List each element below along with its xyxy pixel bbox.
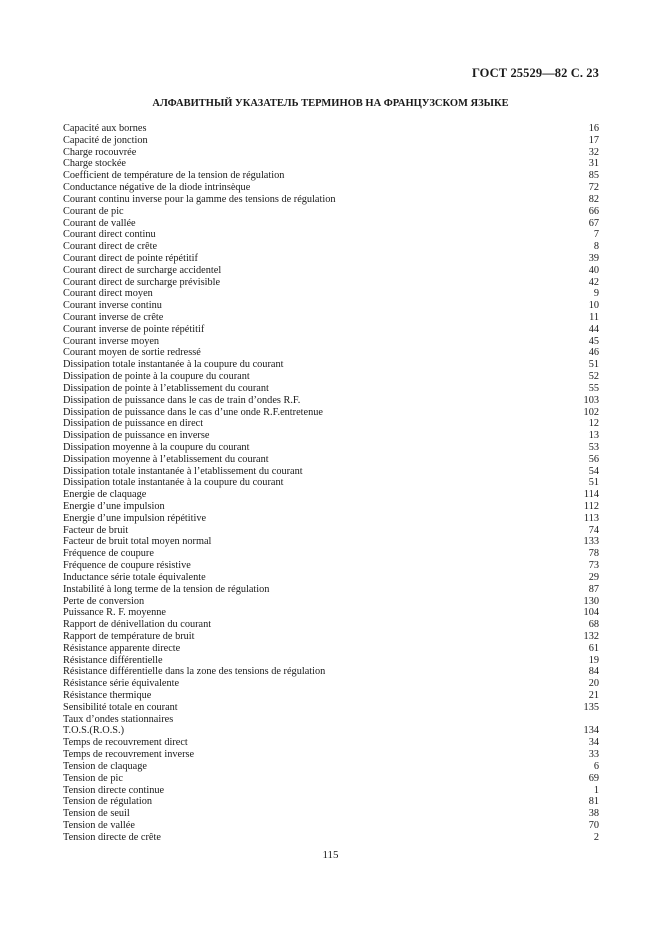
index-term: Résistance différentielle dans la zone des tensions de régulation <box>63 666 326 678</box>
index-term-number: 52 <box>588 371 599 383</box>
index-entry <box>63 572 599 584</box>
index-term-number: 73 <box>588 560 599 572</box>
index-term: Dissipation de puissance en direct <box>63 418 204 430</box>
index-term-number: 8 <box>593 241 599 253</box>
index-term-number: 81 <box>588 796 599 808</box>
index-term-number: 132 <box>583 630 599 642</box>
index-entry <box>63 643 599 655</box>
index-term: Courant direct de pointe répétitif <box>63 252 198 264</box>
index-entry <box>63 182 599 194</box>
index-term: Courant de pic <box>63 205 124 217</box>
index-entry <box>63 229 599 241</box>
index-entry <box>63 714 599 726</box>
index-entry <box>63 761 599 773</box>
index-term: Dissipation de puissance en inverse <box>63 430 210 442</box>
index-term: Dissipation moyenne à l’etablissement du courant <box>63 453 269 465</box>
index-term: Rapport de température de bruit <box>63 630 195 642</box>
index-entry <box>63 466 599 478</box>
index-entry <box>63 560 599 572</box>
index-term-number: 113 <box>583 512 599 524</box>
index-entry <box>63 619 599 631</box>
index-term-number: 69 <box>588 772 599 784</box>
index-term: Courant direct de crête <box>63 241 158 253</box>
index-entry <box>63 501 599 513</box>
index-entry <box>63 218 599 230</box>
index-term-number: 66 <box>588 205 599 217</box>
index-term: Dissipation de pointe à la coupure du courant <box>63 371 250 383</box>
index-entry <box>63 584 599 596</box>
index-term-number: 135 <box>583 701 599 713</box>
index-entry <box>63 359 599 371</box>
index-entry <box>63 442 599 454</box>
index-entry <box>63 666 599 678</box>
page-header: ГОСТ 25529—82 С. 23 <box>471 66 599 80</box>
index-term: Tension de seuil <box>63 808 130 820</box>
index-term: Courant moyen de sortie redressé <box>63 347 201 359</box>
index-entry <box>63 536 599 548</box>
index-term: Résistance série équivalente <box>63 678 180 690</box>
index-term-number: 9 <box>593 288 599 300</box>
index-entry <box>63 773 599 785</box>
index-term-number: 68 <box>588 619 599 631</box>
index-entry <box>63 785 599 797</box>
index-term: Dissipation de puissance dans le cas d’une onde R.F.entretenue <box>63 406 323 418</box>
index-term: Courant direct continu <box>63 229 156 241</box>
index-term: Dissipation de puissance dans le cas de train d’ondes R.F. <box>63 394 301 406</box>
index-term-number: 2 <box>593 831 599 843</box>
index-term: Résistance différentielle <box>63 654 163 666</box>
index-term: Résistance apparente directe <box>63 642 181 654</box>
index-term-number: 34 <box>588 737 599 749</box>
index-term-number: 38 <box>588 808 599 820</box>
index-term-number: 7 <box>593 229 599 241</box>
index-term: Courant inverse moyen <box>63 335 160 347</box>
index-entry <box>63 407 599 419</box>
index-term-number: 10 <box>588 300 599 312</box>
index-term-number: 40 <box>588 264 599 276</box>
index-term-number: 32 <box>588 146 599 158</box>
index-entry <box>63 241 599 253</box>
index-term: Temps de recouvrement inverse <box>63 749 195 761</box>
index-entry <box>63 206 599 218</box>
index-term-number: 55 <box>588 382 599 394</box>
index-entry <box>63 383 599 395</box>
index-term: Courant inverse de pointe répétitif <box>63 323 205 335</box>
index-entry <box>63 454 599 466</box>
index-term-number: 12 <box>588 418 599 430</box>
index-term: Dissipation de pointe à l’etablissement du courant <box>63 382 269 394</box>
index-entry <box>63 158 599 170</box>
index-term-number: 84 <box>588 666 599 678</box>
index-entry <box>63 548 599 560</box>
index-entry <box>63 265 599 277</box>
index-term: Courant direct moyen <box>63 288 153 300</box>
index-term: Energie de claquage <box>63 489 147 501</box>
index-term: Tension de claquage <box>63 760 147 772</box>
index-entry <box>63 702 599 714</box>
index-entry <box>63 655 599 667</box>
index-term-number: 31 <box>588 158 599 170</box>
index-term: Tension de pic <box>63 772 123 784</box>
term-index-list <box>63 123 599 844</box>
index-term-number: 20 <box>588 678 599 690</box>
index-term-number: 44 <box>588 323 599 335</box>
index-term-number: 87 <box>588 583 599 595</box>
index-term: Coefficient de température de la tension de régulation <box>63 170 285 182</box>
index-term: Fréquence de coupure <box>63 548 154 560</box>
index-term: Puissance R. F. moyenne <box>63 607 166 619</box>
index-term-number: 33 <box>588 749 599 761</box>
index-term-number: 78 <box>588 548 599 560</box>
index-term-number: 21 <box>588 690 599 701</box>
index-term-number: 51 <box>588 359 599 371</box>
index-term-number: 104 <box>583 607 599 619</box>
index-entry <box>63 277 599 289</box>
index-entry <box>63 135 599 147</box>
index-entry <box>63 737 599 749</box>
index-entry <box>63 170 599 182</box>
index-term-number: 67 <box>588 217 599 229</box>
index-term-number: 130 <box>583 595 599 607</box>
index-entry <box>63 418 599 430</box>
index-entry <box>63 808 599 820</box>
index-term-number: 16 <box>588 123 599 134</box>
index-term-number: 29 <box>588 571 599 583</box>
index-entry <box>63 347 599 359</box>
index-term: Courant direct de surcharge prévisible <box>63 276 221 288</box>
index-term-number: 72 <box>588 182 599 194</box>
index-term: Tension de vallée <box>63 819 135 831</box>
index-term-number: 134 <box>583 725 599 737</box>
index-term: Sensibilité totale en courant <box>63 701 178 713</box>
index-term: Temps de recouvrement direct <box>63 737 188 749</box>
index-term-number: 103 <box>583 394 599 406</box>
index-entry <box>63 725 599 737</box>
index-entry <box>63 312 599 324</box>
index-entry <box>63 513 599 525</box>
page-number: 115 <box>322 849 339 861</box>
index-term: Dissipation totale instantanée à l’etablissement du courant <box>63 465 303 477</box>
index-term-number: 54 <box>588 465 599 477</box>
index-term-number: 17 <box>588 134 599 146</box>
index-term-number: 61 <box>588 642 599 654</box>
index-term-number: 82 <box>588 193 599 205</box>
index-term-number: 56 <box>588 453 599 465</box>
index-term: Tension directe de crête <box>63 831 161 843</box>
index-term-number: 11 <box>589 312 599 323</box>
index-term: Dissipation totale instantanée à la coupure du courant <box>63 477 284 489</box>
index-entry <box>63 690 599 702</box>
index-term: Energie d’une impulsion <box>63 501 165 512</box>
index-term-number: 74 <box>588 524 599 536</box>
index-term-number: 46 <box>588 347 599 359</box>
index-term: Courant continu inverse pour la gamme des tensions de régulation <box>63 193 336 205</box>
index-entry <box>63 324 599 336</box>
index-term: Tension de régulation <box>63 796 153 808</box>
index-term: Dissipation moyenne à la coupure du courant <box>63 441 250 453</box>
index-term-number: 85 <box>588 170 599 182</box>
index-entry <box>63 749 599 761</box>
index-title: АЛФАВИТНЫЙ УКАЗАТЕЛЬ ТЕРМИНОВ НА ФРАНЦУЗСКОМ ЯЗЫКЕ <box>152 98 509 109</box>
index-entry <box>63 820 599 832</box>
index-term: Courant de vallée <box>63 217 136 229</box>
index-entry <box>63 631 599 643</box>
index-term-number: 19 <box>588 654 599 666</box>
index-entry <box>63 336 599 348</box>
index-entry <box>63 832 599 844</box>
index-term: Courant direct de surcharge accidentel <box>63 264 222 276</box>
index-term: Charge stockée <box>63 158 126 170</box>
index-term: Tension directe continue <box>63 784 165 796</box>
index-term: Courant inverse continu <box>63 300 162 312</box>
index-entry <box>63 300 599 312</box>
index-entry <box>63 147 599 159</box>
index-term: Fréquence de coupure résistive <box>63 560 191 572</box>
index-term: Facteur de bruit <box>63 524 129 536</box>
index-term-number: 6 <box>593 760 599 772</box>
index-entry <box>63 477 599 489</box>
index-term-number: 13 <box>588 430 599 442</box>
index-entry <box>63 395 599 407</box>
index-term-number: 70 <box>588 819 599 831</box>
index-entry <box>63 796 599 808</box>
index-entry <box>63 253 599 265</box>
index-entry <box>63 596 599 608</box>
index-entry <box>63 607 599 619</box>
index-term: Courant inverse de crête <box>63 312 164 323</box>
index-entry <box>63 430 599 442</box>
index-term: Instabilité à long terme de la tension de régulation <box>63 583 270 595</box>
index-term-number: 39 <box>588 252 599 264</box>
index-term: Capacité aux bornes <box>63 123 147 134</box>
index-term: T.O.S.(R.O.S.) <box>63 725 125 737</box>
index-entry <box>63 525 599 537</box>
index-term: Charge rocouvrée <box>63 146 137 158</box>
index-term-number: 1 <box>593 784 599 796</box>
index-term-number: 114 <box>583 489 599 501</box>
index-term-number: 112 <box>583 501 599 512</box>
index-term: Perte de conversion <box>63 595 145 607</box>
index-term: Energie d’une impulsion répétitive <box>63 512 207 524</box>
index-term-number: 42 <box>588 276 599 288</box>
index-term-number: 51 <box>588 477 599 489</box>
index-term: Taux d’ondes stationnaires <box>63 713 174 725</box>
index-term-number: 102 <box>583 406 599 418</box>
index-term: Capacité de jonction <box>63 134 148 146</box>
index-term: Résistance thermique <box>63 690 152 701</box>
index-entry <box>63 489 599 501</box>
index-entry <box>63 288 599 300</box>
index-term: Conductance négative de la diode intrinsèque <box>63 182 251 194</box>
index-term-number: 133 <box>583 536 599 548</box>
index-entry <box>63 194 599 206</box>
index-term: Facteur de bruit total moyen normal <box>63 536 212 548</box>
index-term: Inductance série totale équivalente <box>63 571 206 583</box>
index-term-number: 53 <box>588 441 599 453</box>
index-term: Dissipation totale instantanée à la coupure du courant <box>63 359 284 371</box>
index-entry <box>63 123 599 135</box>
index-term: Rapport de dénivellation du courant <box>63 619 212 631</box>
index-term-number: 45 <box>588 335 599 347</box>
index-entry <box>63 678 599 690</box>
index-entry <box>63 371 599 383</box>
